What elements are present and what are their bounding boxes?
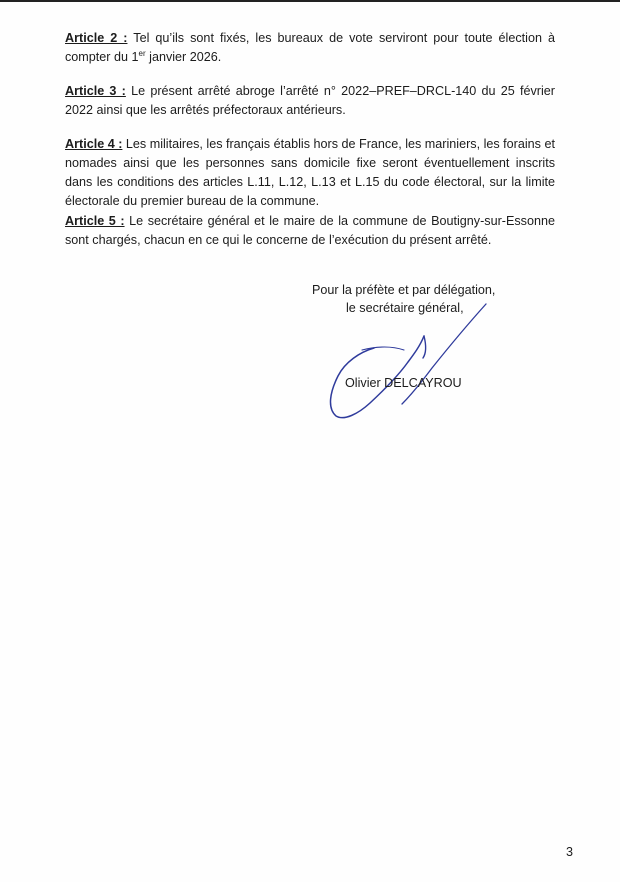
- top-border-line: [0, 0, 620, 2]
- article-2-text: Tel qu’ils sont fixés, les bureaux de vote serviront pour toute élection à compter du 1: [65, 31, 555, 64]
- article-4-label: Article 4 :: [65, 137, 123, 151]
- article-5-text: Le secrétaire général et le maire de la commune de Boutigny-sur-Essonne sont chargés, chacun en ce qui le concerne de l’exécution du présent arrêté.: [65, 214, 555, 247]
- article-5: [65, 212, 555, 250]
- signer-name: Olivier DELCAYROU: [345, 376, 462, 390]
- article-4-text: Les militaires, les français établis hors de France, les mariniers, les forains et nomades ainsi que les personnes sans domicile fixe seront éventuellement inscrits dans les conditions des articles L.11, L.12, L.13 et L.15 du code électoral, sur la limite électorale du premier bureau de la commune.: [65, 137, 555, 208]
- article-3: [65, 82, 555, 120]
- article-2: [65, 29, 555, 67]
- article-2-text-end: janvier 2026.: [145, 50, 222, 64]
- page-number: 3: [566, 845, 574, 859]
- article-4: [65, 135, 555, 211]
- article-2-label: Article 2 :: [65, 31, 128, 45]
- article-5-label: Article 5 :: [65, 214, 125, 228]
- article-3-text: Le présent arrêté abroge l’arrêté n° 2022–PREF–DRCL-140 du 25 février 2022 ainsi que les arrêtés préfectoraux antérieurs.: [65, 84, 555, 117]
- signature-delegation-line: Pour la préfète et par délégation,: [312, 283, 496, 297]
- signature-title-line: le secrétaire général,: [346, 301, 464, 315]
- article-2-superscript: er: [138, 48, 146, 58]
- handwritten-signature: [300, 300, 500, 430]
- article-3-label: Article 3 :: [65, 84, 126, 98]
